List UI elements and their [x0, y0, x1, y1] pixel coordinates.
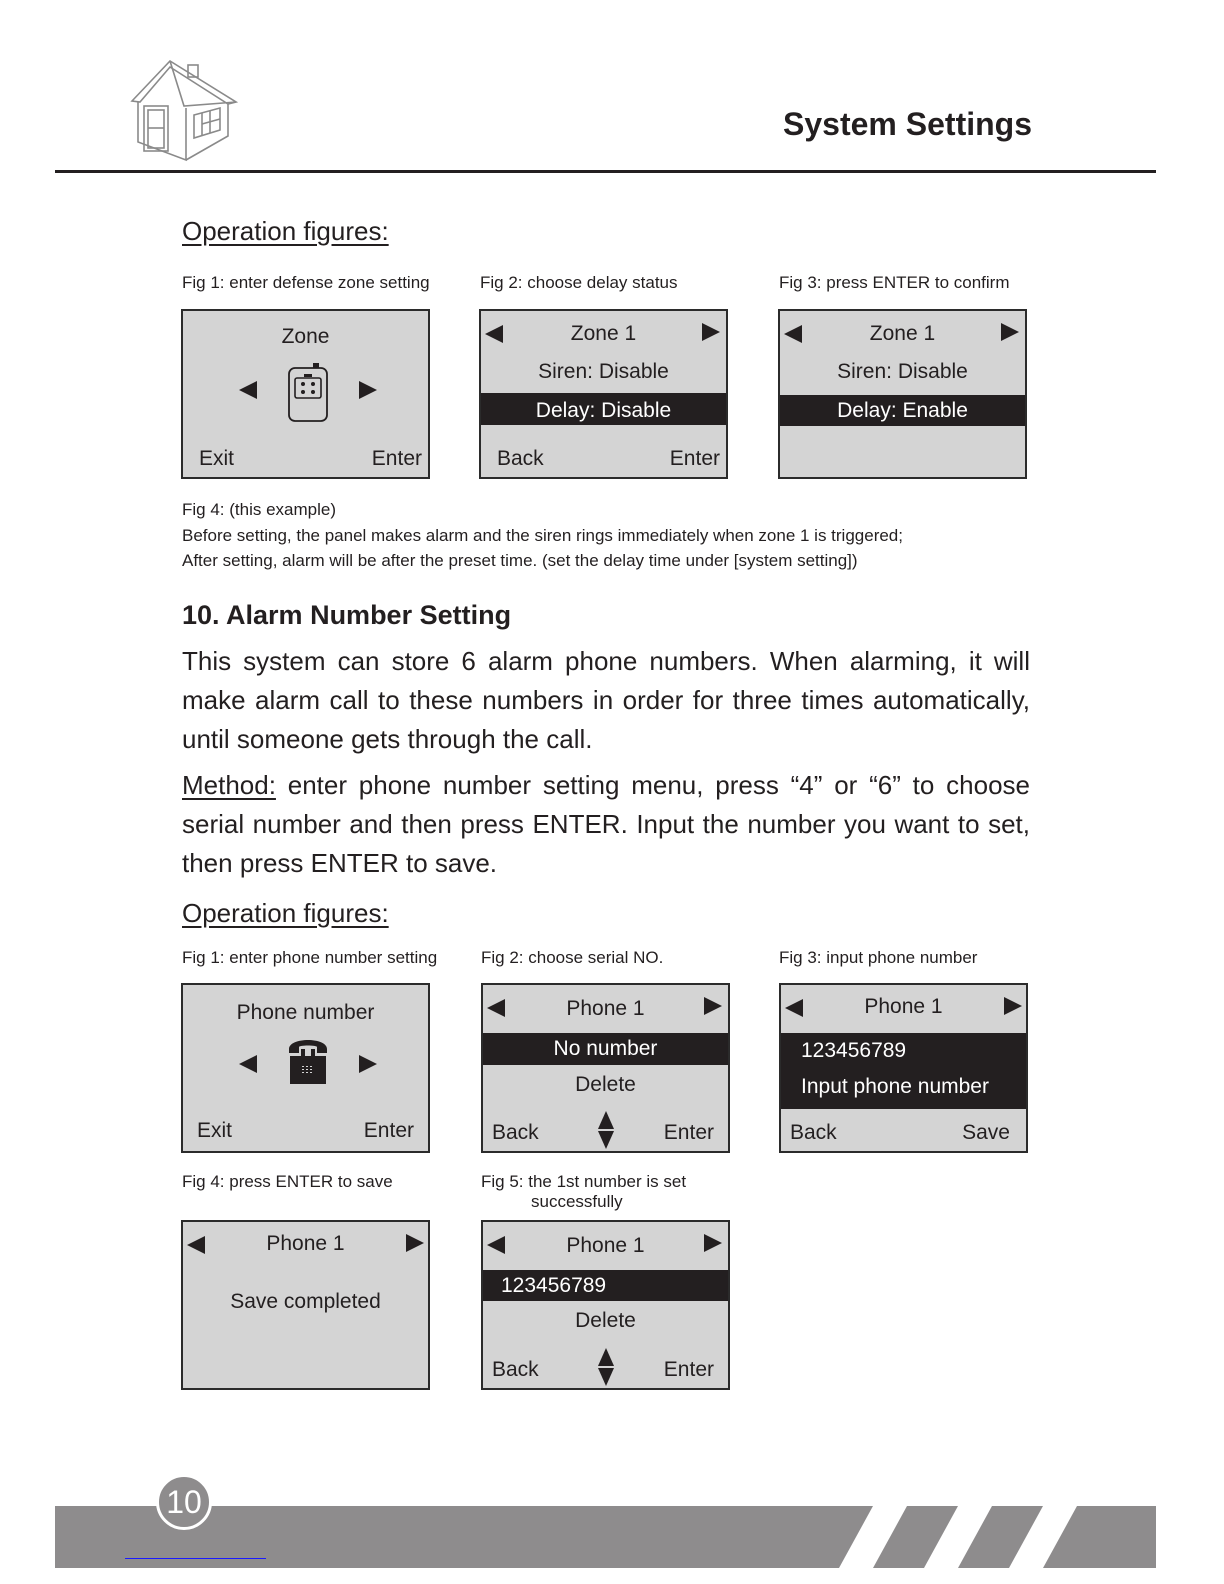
lcd-line-delay-selected: Delay: Enable [780, 395, 1025, 426]
softkey-back: Back [497, 447, 544, 470]
note-line: After setting, alarm will be after the preset time. (set the delay time under [system setting]) [182, 551, 858, 570]
lcd-line-delay-selected: Delay: Disable [481, 393, 726, 425]
right-arrow-icon [359, 1055, 377, 1073]
page-title: System Settings [783, 106, 1032, 142]
up-down-arrow-icon [597, 1111, 615, 1149]
method-text: enter phone number setting menu, press “4” or “6” to choose serial number and then press ENTER. Input the number you want to set, then press ENTER to save. [182, 770, 1030, 878]
method-label: Method: [182, 770, 276, 800]
lcd-title: Phone 1 [566, 1234, 645, 1257]
lcd-title: Phone number [236, 1001, 375, 1024]
sensor-device-icon [287, 363, 329, 423]
lcd-line-selected [483, 1270, 728, 1301]
lcd-line-siren: Siren: Disable [538, 360, 669, 383]
left-arrow-icon [239, 1055, 257, 1073]
softkey-enter: Enter [663, 1358, 714, 1381]
softkey-enter: Enter [669, 447, 720, 470]
softkey-enter: Enter [363, 1119, 414, 1142]
softkey-back: Back [790, 1121, 837, 1144]
up-down-arrow-icon [597, 1348, 615, 1386]
lcd-phone-menu [181, 983, 430, 1153]
lcd-title: Phone 1 [266, 1232, 345, 1255]
fig-caption: Fig 1: enter defense zone setting [182, 273, 430, 292]
softkey-exit: Exit [197, 1119, 233, 1142]
lcd-line-selected: No number [483, 1033, 728, 1065]
lcd-line-siren: Siren: Disable [837, 360, 968, 383]
fig-caption-cont: successfully [531, 1192, 623, 1211]
page-number: 10 [156, 1474, 212, 1530]
lcd-zone-menu [181, 309, 430, 479]
softkey-exit: Exit [199, 447, 235, 470]
note-title: Fig 4: (this example) [182, 500, 336, 519]
note-line: Before setting, the panel makes alarm and the siren rings immediately when zone 1 is triggered; [182, 526, 903, 545]
fig-caption: Fig 4: press ENTER to save [182, 1172, 393, 1191]
lcd-line-delete: Delete [575, 1309, 636, 1332]
right-arrow-icon [704, 997, 722, 1015]
lcd-phone-input [779, 983, 1028, 1153]
method-paragraph [182, 766, 1030, 883]
right-arrow-icon [359, 381, 377, 399]
fig-caption: Fig 1: enter phone number setting [182, 948, 438, 967]
header-divider [55, 170, 1156, 173]
fig-caption: Fig 5: the 1st number is set [481, 1172, 687, 1191]
lcd-title: Zone 1 [869, 322, 936, 345]
input-prompt: Input phone number [801, 1075, 989, 1098]
lcd-title: Zone 1 [570, 322, 637, 345]
lcd-zone-delay-disable [479, 309, 728, 479]
lcd-save-completed [181, 1220, 430, 1390]
softkey-enter: Enter [371, 447, 422, 470]
lcd-title: Phone 1 [566, 997, 645, 1020]
right-arrow-icon [1004, 997, 1022, 1015]
lcd-phone-set [481, 1220, 730, 1390]
lcd-input-block [781, 1033, 1026, 1109]
softkey-back: Back [492, 1121, 539, 1144]
operation-figures-title: Operation figures: [182, 898, 389, 928]
fig-caption: Fig 2: choose serial NO. [481, 948, 664, 967]
section-heading: 10. Alarm Number Setting [182, 600, 512, 630]
house-logo-icon [128, 58, 238, 164]
lcd-line-delete: Delete [575, 1073, 636, 1096]
lcd-zone-delay-enable [778, 309, 1027, 479]
fig-caption: Fig 2: choose delay status [480, 273, 678, 292]
right-arrow-icon [406, 1234, 424, 1252]
lcd-status-message: Save completed [230, 1290, 381, 1313]
link-underline [125, 1558, 266, 1559]
left-arrow-icon [239, 381, 257, 399]
lcd-title: Phone 1 [864, 995, 943, 1018]
lcd-phone-serial [481, 983, 730, 1153]
right-arrow-icon [704, 1234, 722, 1252]
right-arrow-icon [702, 323, 720, 341]
operation-figures-title: Operation figures: [182, 216, 389, 246]
right-arrow-icon [1001, 323, 1019, 341]
telephone-icon [287, 1035, 329, 1085]
phone-number-value: 123456789 [501, 1274, 607, 1297]
fig-caption: Fig 3: input phone number [779, 948, 978, 967]
intro-paragraph: This system can store 6 alarm phone numbers. When alarming, it will make alarm call to these numbers in order for three times automatically, until someone gets through the call. [182, 646, 1030, 754]
lcd-title: Zone [281, 325, 330, 348]
softkey-back: Back [492, 1358, 539, 1381]
fig-caption: Fig 3: press ENTER to confirm [779, 273, 1010, 292]
softkey-save: Save [962, 1121, 1010, 1144]
softkey-enter: Enter [663, 1121, 714, 1144]
phone-number-value: 123456789 [801, 1039, 907, 1062]
